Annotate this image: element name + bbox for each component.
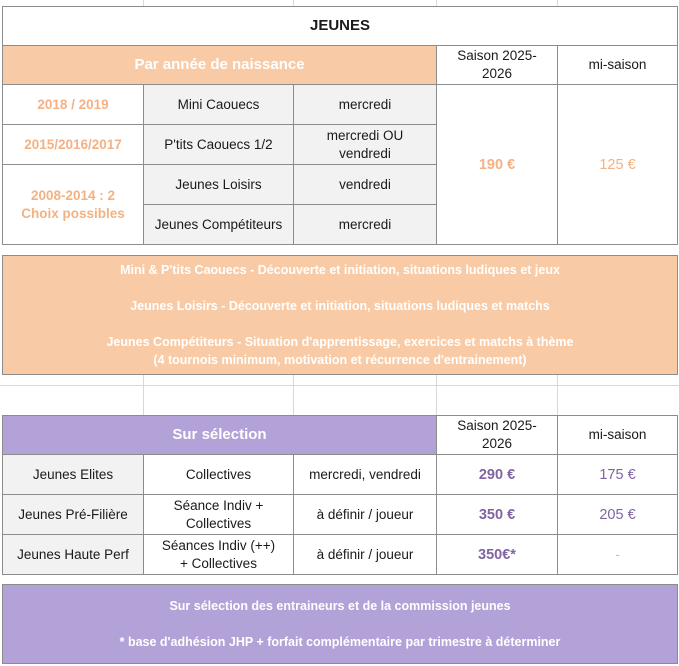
section2-col-saison: Saison 2025-2026 (436, 415, 558, 455)
info-line: Jeunes Compétiteurs - Situation d'apprentissage, exercices et matchs à thème (106, 335, 574, 349)
section1-price: 190 € (436, 84, 558, 245)
info-line: Mini & P'tits Caouecs - Découverte et initiation, situations ludiques et jeux (120, 263, 560, 277)
group-cell: Jeunes Loisirs (143, 164, 294, 205)
mi-price-cell: - (557, 534, 678, 575)
mi-price-cell: 205 € (557, 494, 678, 535)
info-line: (4 tournois minimum, motivation et récurrence d'entrainement) (153, 353, 527, 367)
day-cell: à définir / joueur (293, 494, 437, 535)
info-banner-2 (2, 584, 678, 664)
section2-header: Sur sélection (2, 415, 437, 455)
year-cell: 2015/2016/2017 (2, 124, 144, 165)
group-cell: Jeunes Compétiteurs (143, 204, 294, 245)
section1-header: Par année de naissance (2, 45, 437, 85)
info-banner-1 (2, 255, 678, 375)
gridline (0, 385, 679, 386)
mi-price-cell: 175 € (557, 454, 678, 495)
name-cell: Jeunes Elites (2, 454, 144, 495)
name-cell: Jeunes Pré-Filière (2, 494, 144, 535)
type-cell: Séance Indiv + Collectives (143, 494, 294, 535)
info-line: * base d'adhésion JHP + forfait complémentaire par trimestre à déterminer (119, 635, 561, 649)
group-cell: Mini Caouecs (143, 84, 294, 125)
type-cell: Collectives (143, 454, 294, 495)
day-cell: mercredi, vendredi (293, 454, 437, 495)
gridline (143, 374, 144, 415)
gridline (557, 374, 558, 415)
day-cell: à définir / joueur (293, 534, 437, 575)
info-line: Jeunes Loisirs - Découverte et initiation, situations ludiques et matchs (130, 299, 550, 313)
day-cell: vendredi (293, 164, 437, 205)
day-cell: mercredi (293, 84, 437, 125)
gridline (293, 374, 294, 415)
section1-col-mi-saison: mi-saison (557, 45, 678, 85)
day-cell: mercredi (293, 204, 437, 245)
section1-col-saison: Saison 2025-2026 (436, 45, 558, 85)
name-cell: Jeunes Haute Perf (2, 534, 144, 575)
price-cell: 350 € (436, 494, 558, 535)
price-cell: 350€* (436, 534, 558, 575)
info-line: Sur sélection des entraineurs et de la commission jeunes (169, 599, 511, 613)
year-cell: 2018 / 2019 (2, 84, 144, 125)
page-title: JEUNES (2, 6, 678, 46)
gridline (436, 374, 437, 415)
group-cell: P'tits Caouecs 1/2 (143, 124, 294, 165)
section1-mi-price: 125 € (557, 84, 678, 245)
price-cell: 290 € (436, 454, 558, 495)
section2-col-mi-saison: mi-saison (557, 415, 678, 455)
day-cell: mercredi OU vendredi (293, 124, 437, 165)
type-cell: Séances Indiv (++) + Collectives (143, 534, 294, 575)
year-cell: 2008-2014 : 2 Choix possibles (2, 164, 144, 245)
